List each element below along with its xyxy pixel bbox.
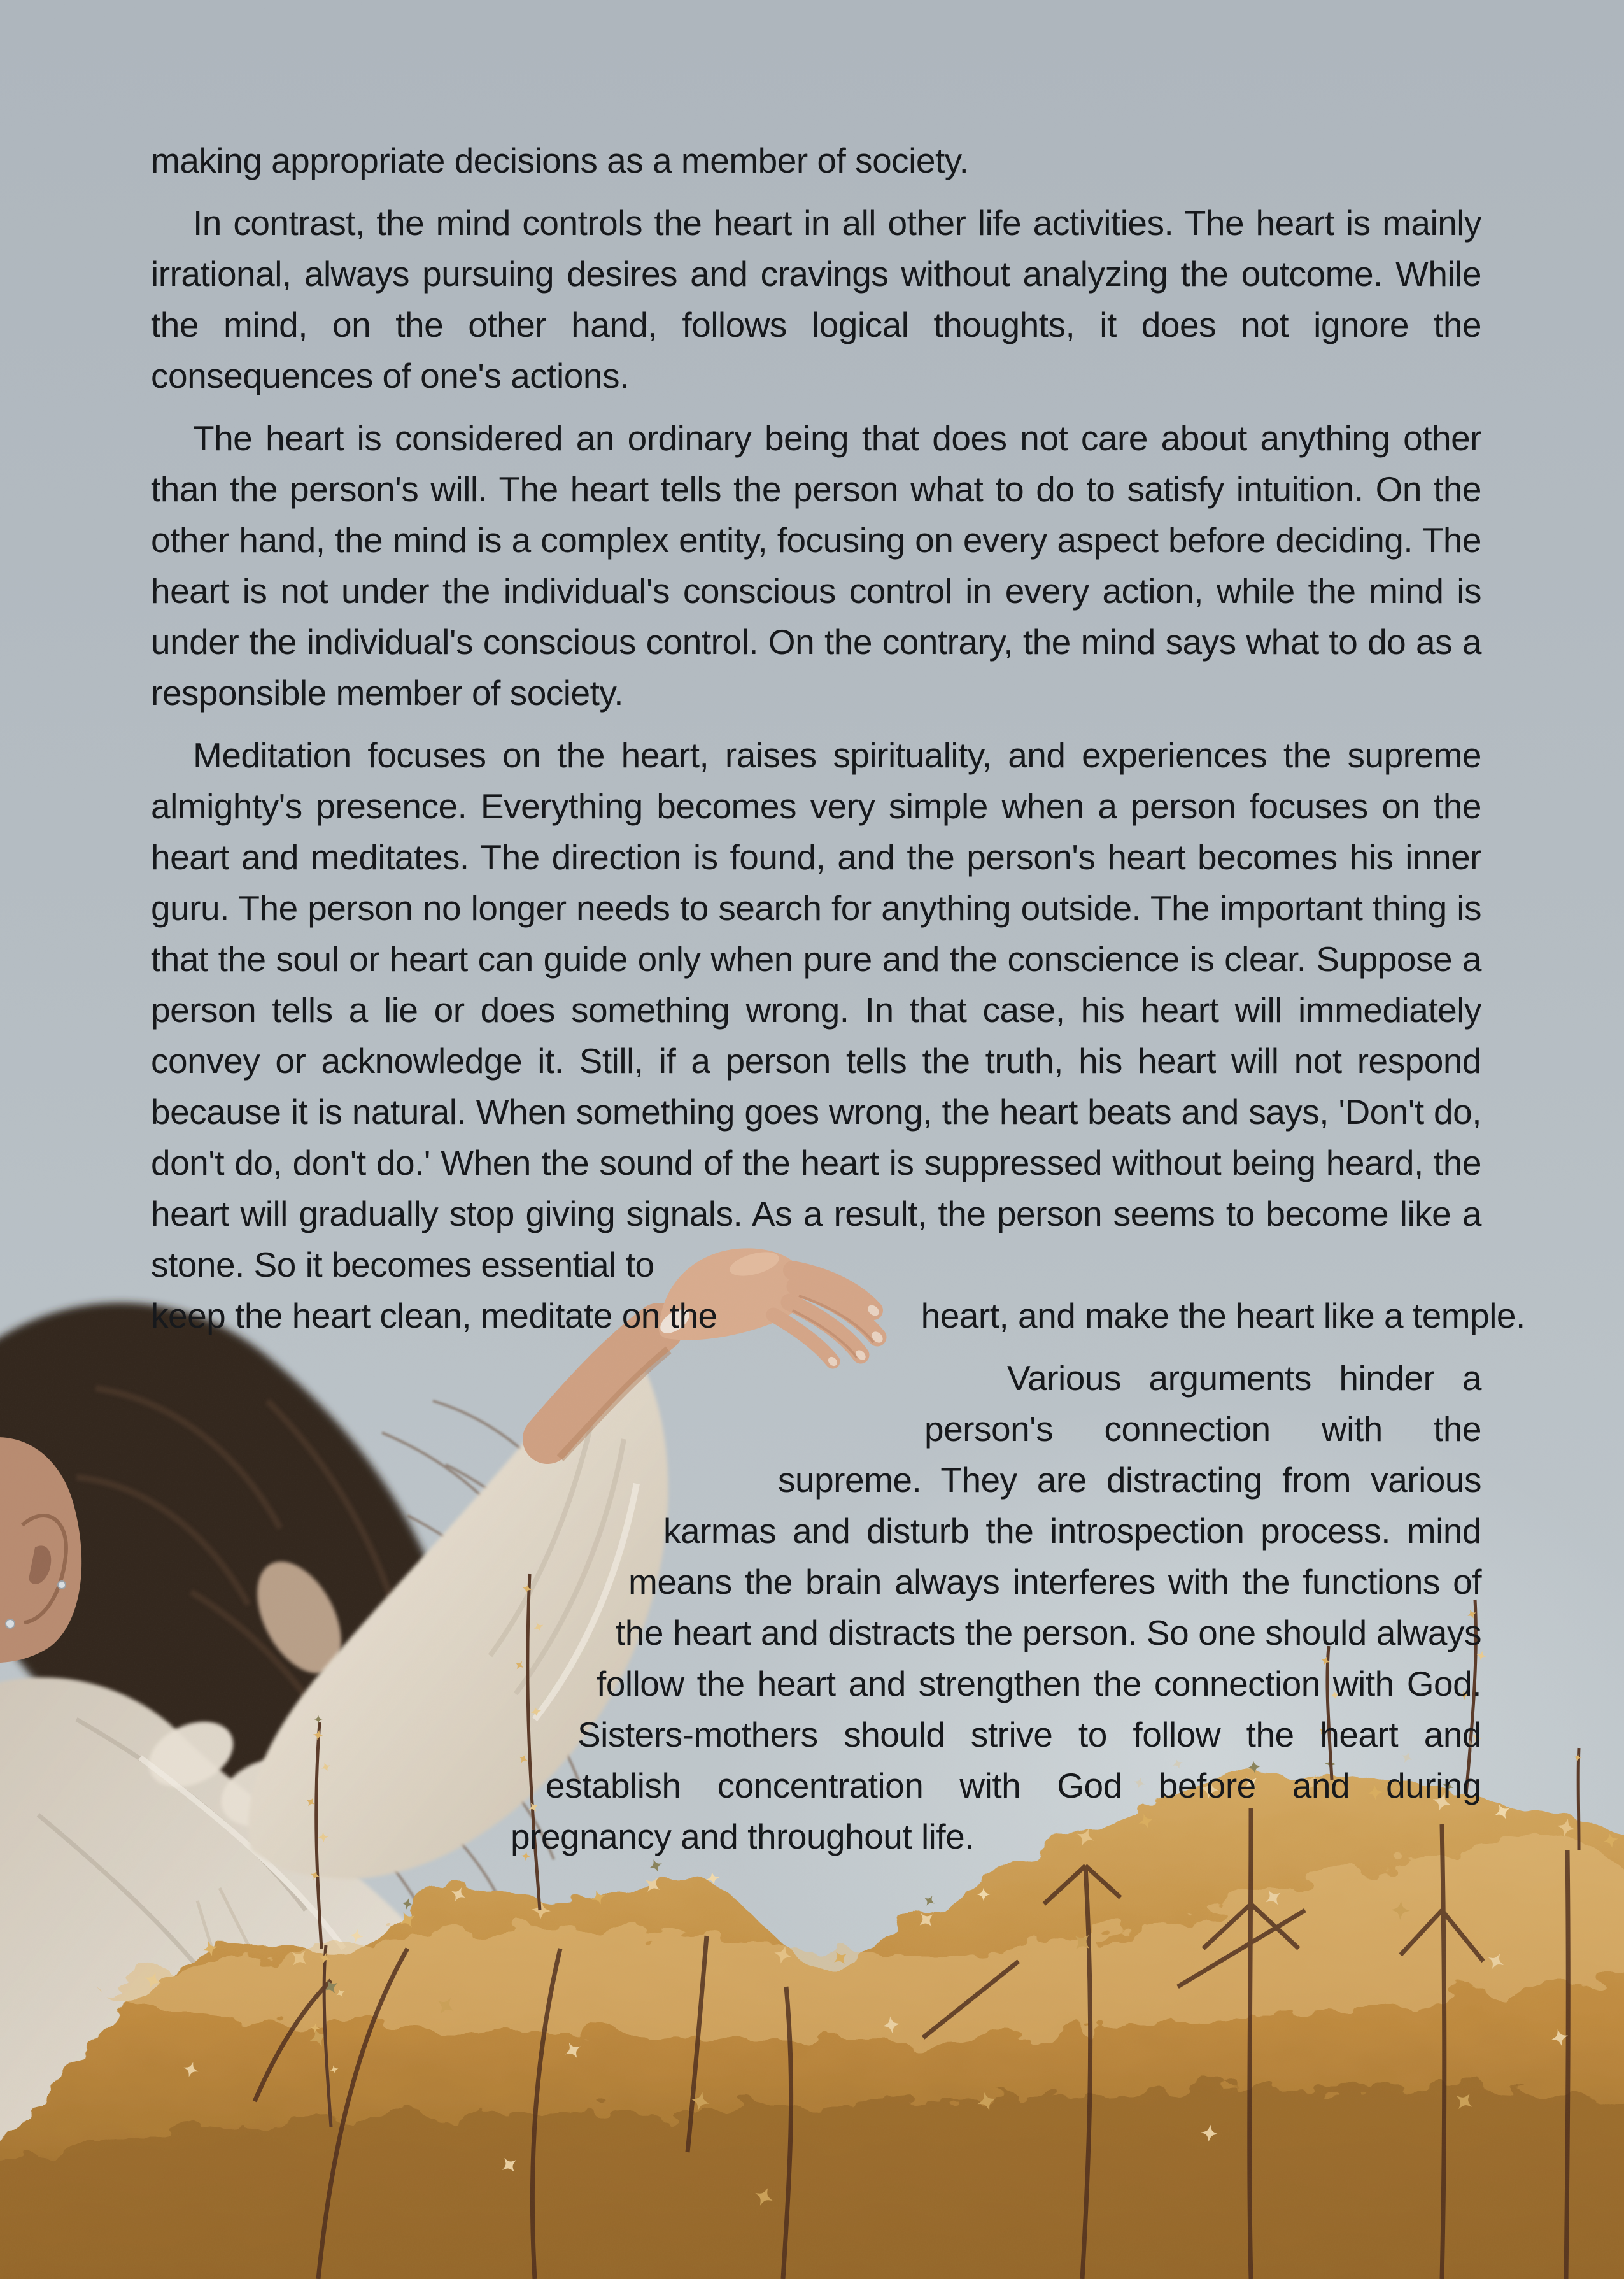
paragraph: [151, 1352, 1481, 1862]
hand-gap: [717, 1290, 921, 1341]
paragraph: Meditation focuses on the heart, raises spirituality, and experiences the supreme almighty's presence. Everything becomes very simple when a person focuses on the heart and meditates. The direction is found, and the person's heart becomes his inner guru. The person no longer needs to search for anything outside. The important thing is that the soul or heart can guide only when pure and the conscience is clear. Suppose a person tells a lie or does something wrong. In that case, his heart will immediately convey or acknowledge it. Still, if a person tells the truth, his heart will not respond because it is natural. When something goes wrong, the heart beats and says, 'Don't do, don't do, don't do.' When the sound of the heart is suppressed without being heard, the heart will gradually stop giving signals. As a result, the person seems to become like a stone. So it becomes essential to: [151, 735, 1481, 1284]
wrapped-line: [151, 1290, 1525, 1341]
paragraph: The heart is considered an ordinary being that does not care about anything other than the person's will. The heart tells the person what to do to satisfy intuition. On the other hand, the mind is a complex entity, focusing on every aspect before deciding. The heart is not under the individual's conscious control in every action, while the mind is under the individual's conscious control. On the contrary, the mind says what to do as a responsible member of society.: [151, 418, 1481, 713]
final-paragraph-text: Various arguments hinder a person's connection with the supreme. They are distracting from various karmas and disturb the introspection process. mind means the brain always interferes with the functions of the heart and distracts the person. So one should always follow the heart and strengthen the connection with God. Sisters-mothers should strive to follow the heart and establish concentration with God before and during pregnancy and throughout life.: [511, 1358, 1481, 1856]
wrapped-line-right: heart, and make the heart like a temple.: [921, 1296, 1525, 1335]
wrapped-line-left: keep the heart clean, meditate on the: [151, 1296, 717, 1335]
paragraph: In contrast, the mind controls the heart in all other life activities. The heart is mainly irrational, always pursuing desires and cravings without analyzing the outcome. While the mind, on the other hand, follows logical thoughts, it does not ignore the consequences of one's actions.: [151, 203, 1481, 395]
page-text: [151, 135, 1525, 1873]
paragraph: making appropriate decisions as a member of society.: [151, 141, 969, 180]
